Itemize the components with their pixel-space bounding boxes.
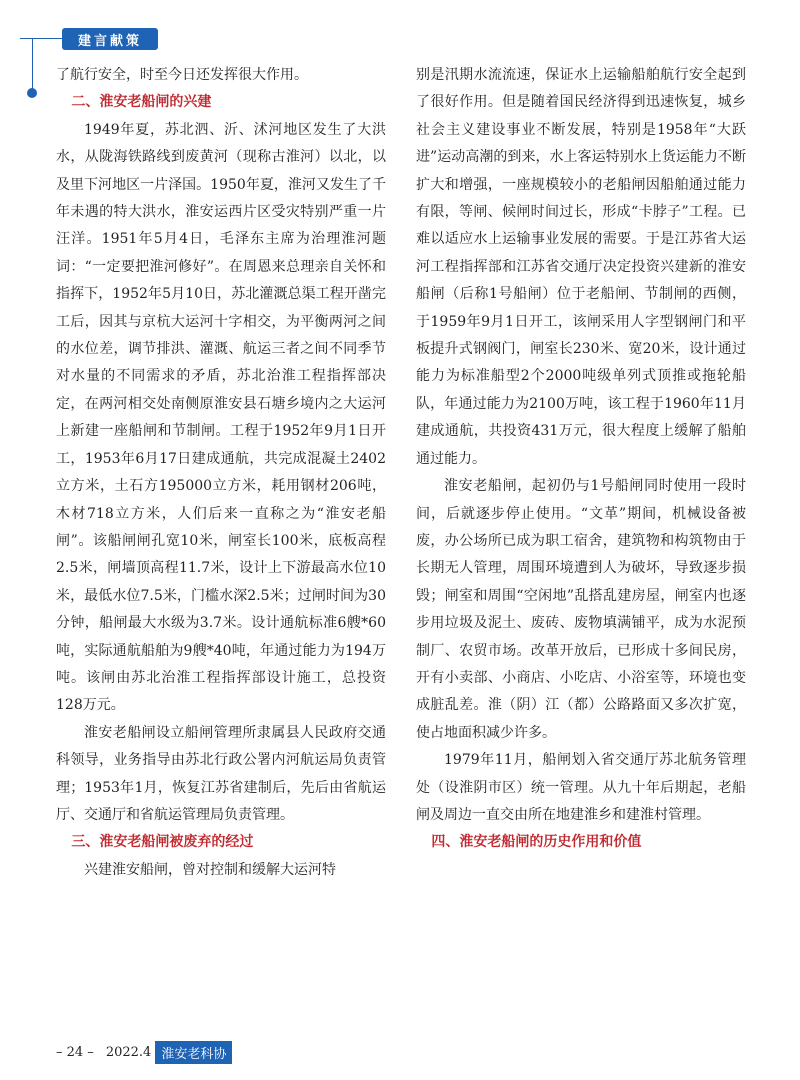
side-rule — [32, 38, 33, 90]
page-number: – 24 – — [56, 1044, 94, 1060]
side-dot-marker — [27, 88, 37, 98]
paragraph: 淮安老船闸，起初仍与1号船闸同时使用一段时间，后就逐步停止使用。“文革”期间，机械设备被废，办公场所已成为职工宿舍，建筑物和构筑物由于长期无人管理，周围环境遭到人为破坏，导致逐步损毁；闸室和周围“空闲地”乱搭乱建房屋，闸室内也逐步用垃圾及泥土、废砖、废物填满铺平，成为水泥预制厂、农贸市场。改革开放后，已形成十多间民房，开有小卖部、小商店、小吃店、小浴室等，环境也变成脏乱差。淮（阴）江（都）公路路面又多次扩宽，使占地面积减少许多。 — [416, 478, 746, 741]
left-column — [56, 62, 386, 884]
issue-number: 2022.4 — [105, 1044, 152, 1060]
section-heading: 三、淮安老船闸被废弃的经过 — [71, 834, 254, 851]
paragraph: 兴建淮安船闸，曾对控制和缓解大运河特 — [84, 861, 336, 878]
paragraph: 淮安老船闸设立船闸管理所隶属县人民政府交通科领导，业务指导由苏北行政公署内河航运局负责管理；1953年1月，恢复江苏省建制后，先后由省航运厅、交通厅和省航运管理局负责管理。 — [56, 724, 386, 823]
header-rule — [20, 38, 62, 39]
section-heading: 二、淮安老船闸的兴建 — [71, 94, 212, 111]
section-tag: 建言献策 — [62, 28, 158, 50]
paragraph: 了航行安全，时至今日还发挥很大作用。 — [56, 67, 308, 83]
paragraph: 别是汛期水流流速，保证水上运输船舶航行安全起到了很好作用。但是随着国民经济得到迅速恢复，城乡社会主义建设事业不断发展，特别是1958年“大跃进”运动高潮的到来，水上客运特别水上货运能力不断扩大和增强，一座规模较小的老船闸因船舶通过能力有限，等闸、候闸时间过长，形成“卡脖子”工程。已难以适应水上运输事业发展的需要。于是江苏省大运河工程指挥部和江苏省交通厅决定投资兴建新的淮安船闸（后称1号船闸）位于老船闸、节制闸的西侧，于1959年9月1日开工，该闸采用人字型钢闸门和平板提升式钢阀门，闸室长230米、宽20米，设计通过能力为标准船型2个2000吨级单列式顶推或拖轮船队，年通过能力为2100万吨，该工程于1960年11月建成通航，共投资431万元，很大程度上缓解了船舶通过能力。 — [416, 67, 746, 467]
paragraph: 1949年夏，苏北泗、沂、沭河地区发生了大洪水，从陇海铁路线到废黄河（现称古淮河）以北，以及里下河地区一片泽国。1950年夏，淮河又发生了千年未遇的特大洪水，淮安运西片区受灾特别严重一片汪洋。1951年5月4日，毛泽东主席为治理淮河题词：“一定要把淮河修好”。在周恩来总理亲自关怀和指挥下，1952年5月10日，苏北灌溉总渠工程开凿完工后，因其与京杭大运河十字相交，为平衡两河之间的水位差，调节排洪、灌溉、航运三者之间不同季节对水量的不同需求的矛盾，苏北治淮工程指挥部决定，在两河相交处南侧原淮安县石塘乡境内之大运河上新建一座船闸和节制闸。工程于1952年9月1日开工，1953年6月17日建成通航，共完成混凝土2402立方米，土石方195000立方米，耗用钢材206吨，木材718立方米，人们后来一直称之为“淮安老船闸”。该船闸闸孔宽10米，闸室长100米，底板高程2.5米，闸墙顶高程11.7米，设计上下游最高水位10米，最低水位7.5米，门槛水深2.5米；过闸时间为30分钟，船闸最大水级为3.7米。设计通航标准6艘*60吨，实际通航船舶为9艘*40吨，年通过能力为194万吨。该闸由苏北治淮工程指挥部设计施工，总投资128万元。 — [56, 121, 386, 714]
magazine-name: 淮安老科协 — [155, 1041, 232, 1064]
paragraph: 1979年11月，船闸划入省交通厅苏北航务管理处（设淮阴市区）统一管理。从九十年后期起，老船闸及周边一直交由所在地建淮乡和建淮村管理。 — [416, 752, 746, 823]
page-footer — [56, 1040, 232, 1064]
right-column — [416, 62, 746, 857]
section-heading: 四、淮安老船闸的历史作用和价值 — [431, 834, 642, 851]
